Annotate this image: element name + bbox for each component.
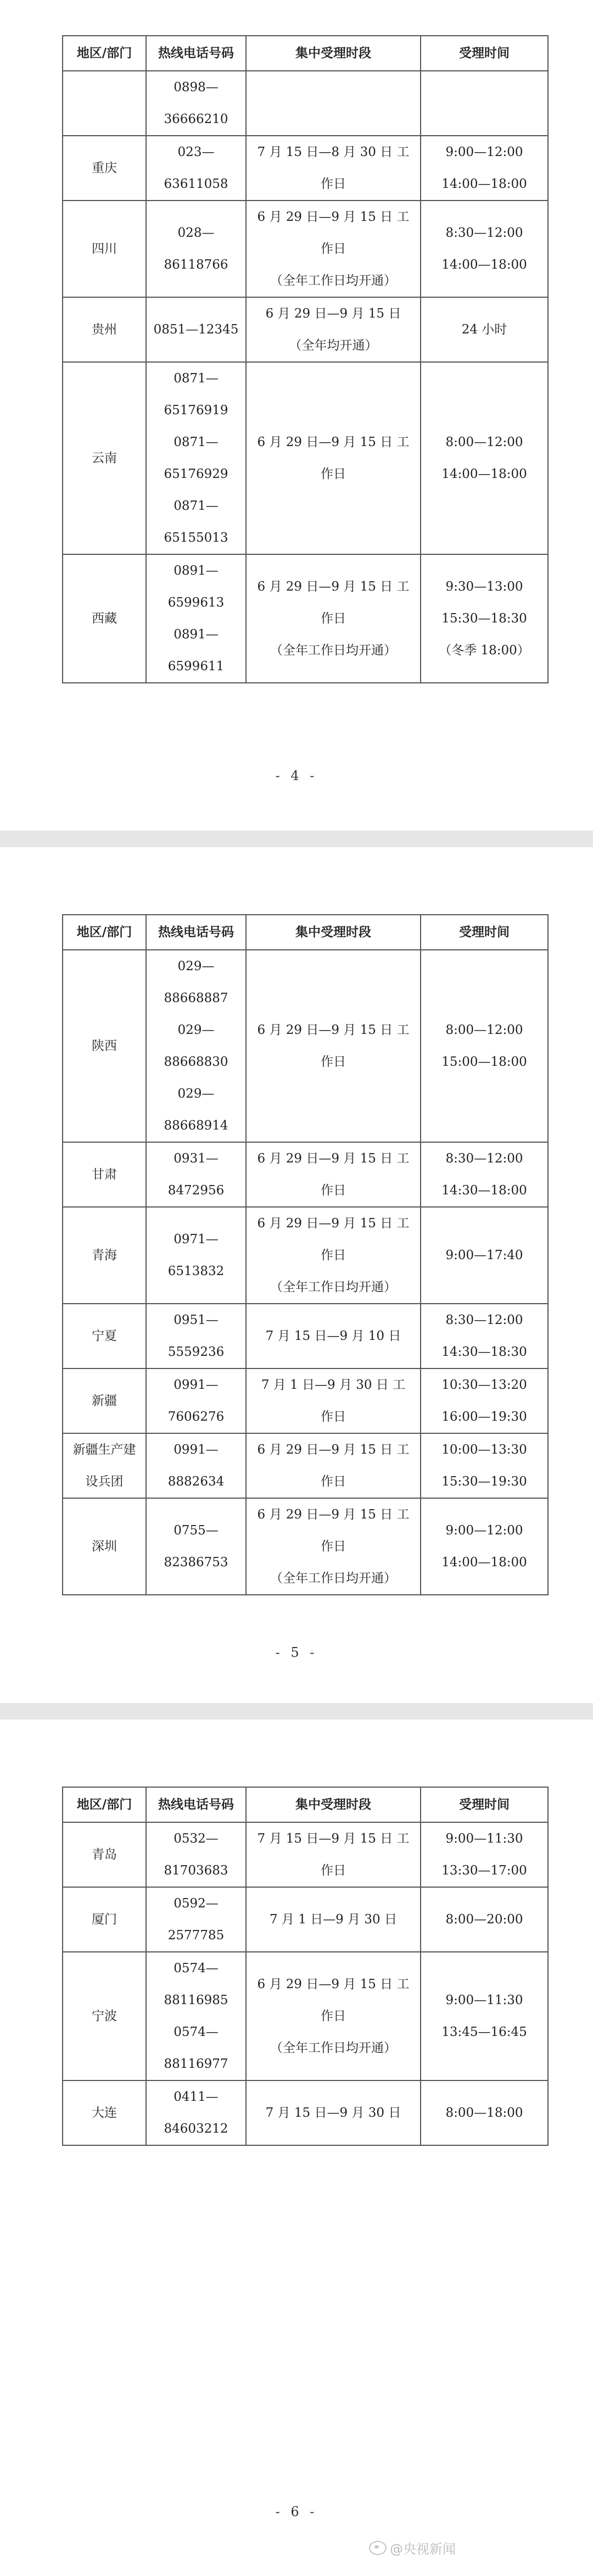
- time-text: 8:00—20:00: [445, 1912, 523, 1927]
- table-row: [63, 71, 548, 136]
- time-cell: [421, 201, 548, 297]
- phone-text: 88668830: [164, 1055, 228, 1069]
- time-text: 8:00—12:00: [445, 1023, 523, 1037]
- period-cell: [246, 71, 421, 136]
- period-text: （全年工作日均开通）: [270, 2041, 396, 2055]
- time-cell: [421, 1207, 548, 1304]
- time-text: 13:30—17:00: [441, 1863, 527, 1878]
- period-text: 作日: [321, 1183, 346, 1198]
- phone-text: 0991—: [174, 1378, 219, 1392]
- header-time: 受理时间: [421, 1787, 548, 1822]
- region-text: 深圳: [92, 1539, 117, 1554]
- period-cell: [246, 1498, 421, 1595]
- phone-text: 0931—: [174, 1151, 219, 1166]
- region-cell: [63, 554, 146, 683]
- period-text: 7 月 15 日—9 月 10 日: [265, 1329, 401, 1343]
- region-text: 四川: [92, 242, 117, 256]
- header-period: 集中受理时段: [246, 1787, 421, 1822]
- period-text: （全年工作日均开通）: [270, 643, 396, 658]
- phone-text: 88116977: [164, 2057, 228, 2071]
- phone-text: 0991—: [174, 1443, 219, 1457]
- time-text: 9:00—11:30: [445, 1832, 523, 1846]
- phone-text: 0532—: [174, 1832, 219, 1846]
- region-cell: [63, 1433, 146, 1498]
- time-cell: [421, 1142, 548, 1207]
- phone-cell: [146, 362, 246, 554]
- region-text: 重庆: [92, 161, 117, 175]
- phone-text: 36666210: [164, 112, 228, 126]
- phone-text: 0592—: [174, 1896, 219, 1911]
- period-text: （全年均开通）: [289, 338, 378, 353]
- phone-text: 0871—: [174, 435, 219, 449]
- period-cell: [246, 1433, 421, 1498]
- region-cell: [63, 1887, 146, 1952]
- phone-cell: [146, 1822, 246, 1887]
- period-cell: [246, 1952, 421, 2080]
- phone-text: 65155013: [164, 531, 228, 545]
- page-number: - 6 -: [275, 2504, 318, 2519]
- table-row: [63, 136, 548, 201]
- phone-cell: [146, 1207, 246, 1304]
- period-text: 作日: [321, 1410, 346, 1424]
- period-text: 6 月 29 日—9 月 15 日 工: [257, 1216, 410, 1231]
- region-text: 新疆: [92, 1394, 117, 1408]
- phone-text: 0891—: [174, 564, 219, 578]
- period-text: 作日: [321, 177, 346, 191]
- region-cell: [63, 136, 146, 201]
- time-cell: [421, 1433, 548, 1498]
- time-cell: [421, 1887, 548, 1952]
- header-phone: 热线电话号码: [146, 36, 246, 71]
- phone-cell: [146, 136, 246, 201]
- phone-text: 5559236: [167, 1345, 225, 1359]
- period-text: 6 月 29 日—9 月 15 日: [265, 307, 401, 321]
- phone-text: 8472956: [167, 1183, 225, 1198]
- phone-text: 029—: [177, 1087, 215, 1101]
- header-period: 集中受理时段: [246, 915, 421, 950]
- page-number: - 4 -: [275, 768, 318, 783]
- period-cell: [246, 2080, 421, 2145]
- region-text: 西藏: [92, 611, 117, 626]
- phone-text: 63611058: [164, 177, 228, 191]
- time-text: 9:00—11:30: [445, 1993, 523, 2007]
- period-text: 6 月 29 日—9 月 15 日 工: [257, 1151, 410, 1166]
- period-text: 7 月 15 日—9 月 15 日 工: [257, 1832, 410, 1846]
- phone-text: 0871—: [174, 371, 219, 386]
- time-text: 10:30—13:20: [441, 1378, 527, 1392]
- time-text: 14:00—18:00: [441, 258, 527, 272]
- period-text: 6 月 29 日—9 月 15 日 工: [257, 1977, 410, 1991]
- table-row: [63, 362, 548, 554]
- phone-text: 88668887: [164, 991, 228, 1005]
- header-time: 受理时间: [421, 915, 548, 950]
- table-header-row: [63, 1787, 548, 1822]
- region-text: 陕西: [92, 1039, 117, 1053]
- period-text: 作日: [321, 242, 346, 256]
- period-text: 作日: [321, 2009, 346, 2023]
- phone-cell: [146, 71, 246, 136]
- weibo-logo-icon: [369, 2541, 387, 2555]
- region-text: 厦门: [92, 1912, 117, 1927]
- time-text: 8:30—12:00: [445, 1313, 523, 1327]
- region-cell: [63, 1498, 146, 1595]
- time-cell: [421, 362, 548, 554]
- page-divider: [0, 1703, 593, 1720]
- table-body: [63, 1822, 548, 2145]
- phone-text: 65176919: [164, 403, 228, 418]
- phone-text: 88668914: [164, 1119, 228, 1133]
- time-cell: [421, 297, 548, 362]
- period-text: 作日: [321, 1863, 346, 1878]
- header-region: 地区/部门: [63, 915, 146, 950]
- region-cell: [63, 1952, 146, 2080]
- phone-text: 023—: [177, 145, 215, 159]
- region-text: 设兵团: [85, 1475, 124, 1489]
- phone-text: 0755—: [174, 1523, 219, 1538]
- period-text: 6 月 29 日—9 月 15 日 工: [257, 435, 410, 449]
- hotline-table-page-4: [62, 35, 549, 683]
- region-cell: [63, 201, 146, 297]
- region-cell: [63, 2080, 146, 2145]
- period-text: 6 月 29 日—9 月 15 日 工: [257, 1443, 410, 1457]
- period-text: 作日: [321, 467, 346, 481]
- time-cell: [421, 554, 548, 683]
- time-cell: [421, 1304, 548, 1368]
- time-text: 8:30—12:00: [445, 1151, 523, 1166]
- time-cell: [421, 136, 548, 201]
- time-text: 13:45—16:45: [441, 2025, 527, 2039]
- period-text: 7 月 15 日—9 月 30 日: [265, 2106, 401, 2120]
- phone-text: 6599611: [167, 659, 225, 674]
- period-text: 7 月 15 日—8 月 30 日 工: [257, 145, 410, 159]
- phone-text: 86118766: [164, 258, 228, 272]
- time-text: 8:00—18:00: [445, 2106, 523, 2120]
- document-page-5: [0, 847, 593, 1703]
- time-text: 24 小时: [461, 322, 507, 337]
- phone-cell: [146, 1433, 246, 1498]
- region-cell: [63, 1207, 146, 1304]
- phone-text: 6599613: [167, 596, 225, 610]
- phone-text: 7606276: [167, 1410, 225, 1424]
- time-text: （冬季 18:00）: [439, 643, 530, 658]
- time-text: 9:00—17:40: [445, 1248, 523, 1262]
- time-text: 16:00—19:30: [441, 1410, 527, 1424]
- period-cell: [246, 1207, 421, 1304]
- phone-cell: [146, 1887, 246, 1952]
- period-text: （全年工作日均开通）: [270, 274, 396, 288]
- table-row: [63, 297, 548, 362]
- table-row: [63, 554, 548, 683]
- period-cell: [246, 554, 421, 683]
- time-text: 9:00—12:00: [445, 1523, 523, 1538]
- period-cell: [246, 201, 421, 297]
- phone-text: 0574—: [174, 1961, 219, 1976]
- table-header-row: [63, 36, 548, 71]
- document-page-6: [0, 1720, 593, 2576]
- period-text: （全年工作日均开通）: [270, 1280, 396, 1294]
- table-row: [63, 201, 548, 297]
- period-cell: [246, 950, 421, 1142]
- table-body: [63, 950, 548, 1595]
- phone-text: 2577785: [167, 1928, 225, 1943]
- table-row: [63, 2080, 548, 2145]
- period-cell: [246, 1304, 421, 1368]
- time-text: 15:30—19:30: [441, 1475, 527, 1489]
- time-text: 14:30—18:30: [441, 1345, 527, 1359]
- period-cell: [246, 136, 421, 201]
- period-cell: [246, 297, 421, 362]
- page-divider: [0, 831, 593, 847]
- time-text: 8:30—12:00: [445, 226, 523, 240]
- period-cell: [246, 1142, 421, 1207]
- time-cell: [421, 71, 548, 136]
- table-row: [63, 1433, 548, 1498]
- table-row: [63, 1952, 548, 2080]
- region-text: 甘肃: [92, 1167, 117, 1182]
- region-cell: [63, 362, 146, 554]
- period-cell: [246, 362, 421, 554]
- period-cell: [246, 1368, 421, 1433]
- time-text: 14:00—18:00: [441, 177, 527, 191]
- period-text: 6 月 29 日—9 月 15 日 工: [257, 1507, 410, 1522]
- time-cell: [421, 1822, 548, 1887]
- period-text: 作日: [321, 1475, 346, 1489]
- header-period: 集中受理时段: [246, 36, 421, 71]
- table-row: [63, 1498, 548, 1595]
- time-text: 8:00—12:00: [445, 435, 523, 449]
- table-row: [63, 1368, 548, 1433]
- time-cell: [421, 2080, 548, 2145]
- table-row: [63, 1207, 548, 1304]
- time-text: 15:00—18:00: [441, 1055, 527, 1069]
- phone-cell: [146, 2080, 246, 2145]
- phone-cell: [146, 201, 246, 297]
- period-text: 6 月 29 日—9 月 15 日 工: [257, 1023, 410, 1037]
- phone-cell: [146, 1142, 246, 1207]
- phone-cell: [146, 1952, 246, 2080]
- phone-text: 0951—: [174, 1313, 219, 1327]
- phone-cell: [146, 1304, 246, 1368]
- phone-text: 0891—: [174, 627, 219, 642]
- watermark-text: @央视新闻: [390, 2541, 456, 2557]
- period-text: 6 月 29 日—9 月 15 日 工: [257, 580, 410, 594]
- region-cell: [63, 71, 146, 136]
- table-row: [63, 1887, 548, 1952]
- document-page-4: [0, 0, 593, 831]
- phone-text: 0871—: [174, 499, 219, 513]
- phone-cell: [146, 950, 246, 1142]
- table-row: [63, 950, 548, 1142]
- phone-text: 84603212: [164, 2122, 228, 2136]
- phone-text: 029—: [177, 959, 215, 973]
- period-text: 7 月 1 日—9 月 30 日 工: [261, 1378, 406, 1392]
- phone-text: 0971—: [174, 1232, 219, 1247]
- time-text: 9:00—12:00: [445, 145, 523, 159]
- time-text: 15:30—18:30: [441, 611, 527, 626]
- time-text: 14:00—18:00: [441, 467, 527, 481]
- time-cell: [421, 950, 548, 1142]
- phone-cell: [146, 297, 246, 362]
- period-text: 作日: [321, 1055, 346, 1069]
- phone-cell: [146, 1368, 246, 1433]
- period-cell: [246, 1887, 421, 1952]
- header-time: 受理时间: [421, 36, 548, 71]
- region-text: 青岛: [92, 1848, 117, 1862]
- period-text: 作日: [321, 1248, 346, 1262]
- period-text: 6 月 29 日—9 月 15 日 工: [257, 210, 410, 224]
- region-text: 云南: [92, 451, 117, 465]
- phone-text: 029—: [177, 1023, 215, 1037]
- phone-text: 65176929: [164, 467, 228, 481]
- phone-text: 82386753: [164, 1555, 228, 1570]
- phone-text: 0411—: [174, 2090, 219, 2104]
- hotline-table-page-5: [62, 914, 549, 1595]
- region-cell: [63, 1822, 146, 1887]
- time-cell: [421, 1368, 548, 1433]
- phone-text: 0851—12345: [153, 322, 239, 337]
- region-text: 贵州: [92, 322, 117, 337]
- phone-text: 028—: [177, 226, 215, 240]
- period-text: 7 月 1 日—9 月 30 日: [269, 1912, 398, 1927]
- region-text: 新疆生产建: [72, 1443, 136, 1457]
- region-cell: [63, 950, 146, 1142]
- time-cell: [421, 1952, 548, 2080]
- period-text: 作日: [321, 1539, 346, 1554]
- time-text: 14:30—18:00: [441, 1183, 527, 1198]
- time-text: 14:00—18:00: [441, 1555, 527, 1570]
- header-region: 地区/部门: [63, 1787, 146, 1822]
- phone-text: 8882634: [167, 1475, 225, 1489]
- phone-text: 0898—: [174, 80, 219, 94]
- table-row: [63, 1822, 548, 1887]
- page-number: - 5 -: [275, 1645, 318, 1660]
- region-cell: [63, 1142, 146, 1207]
- header-phone: 热线电话号码: [146, 1787, 246, 1822]
- period-text: （全年工作日均开通）: [270, 1571, 396, 1585]
- region-text: 宁夏: [92, 1329, 117, 1343]
- phone-text: 0574—: [174, 2025, 219, 2039]
- time-cell: [421, 1498, 548, 1595]
- phone-text: 88116985: [164, 1993, 228, 2007]
- table-row: [63, 1304, 548, 1368]
- table-header-row: [63, 915, 548, 950]
- watermark: [369, 2538, 456, 2557]
- header-region: 地区/部门: [63, 36, 146, 71]
- period-text: 作日: [321, 611, 346, 626]
- table-row: [63, 1142, 548, 1207]
- phone-text: 6513832: [167, 1264, 225, 1278]
- header-phone: 热线电话号码: [146, 915, 246, 950]
- region-cell: [63, 297, 146, 362]
- table-body: [63, 71, 548, 683]
- region-text: 大连: [92, 2106, 117, 2120]
- phone-cell: [146, 554, 246, 683]
- region-cell: [63, 1368, 146, 1433]
- time-text: 10:00—13:30: [441, 1443, 527, 1457]
- region-cell: [63, 1304, 146, 1368]
- period-cell: [246, 1822, 421, 1887]
- region-text: 宁波: [92, 2009, 117, 2023]
- time-text: 9:30—13:00: [445, 580, 523, 594]
- hotline-table-page-6: [62, 1787, 549, 2146]
- phone-cell: [146, 1498, 246, 1595]
- phone-text: 81703683: [164, 1863, 228, 1878]
- region-text: 青海: [92, 1248, 117, 1262]
